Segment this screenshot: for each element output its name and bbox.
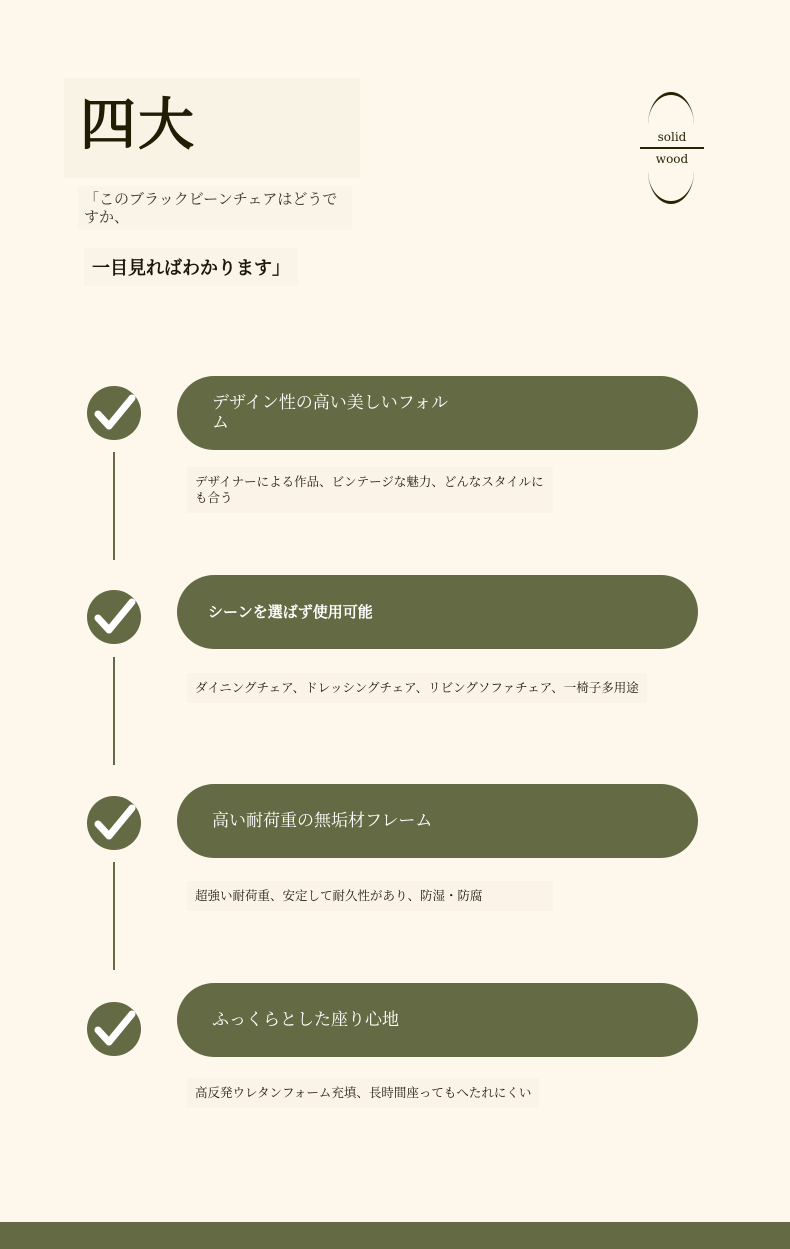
feature-title: デザイン性の高い美しいフォルム <box>212 393 448 433</box>
checkmark-icon <box>87 1002 141 1056</box>
footer-bar <box>0 1222 790 1249</box>
subtitle-answer: 一目見ればわかります」 <box>84 248 298 286</box>
feature-pill-comfort <box>177 983 698 1057</box>
feature-description: ダイニングチェア、ドレッシングチェア、リビングソファチェア、一椅子多用途 <box>187 673 647 703</box>
badge-text-solid: solid <box>657 130 687 144</box>
checkmark-icon <box>87 590 141 644</box>
page-title: 四大 <box>80 93 196 158</box>
timeline-connector <box>113 452 115 560</box>
feature-description: 超強い耐荷重、安定して耐久性があり、防湿・防腐 <box>187 881 553 911</box>
feature-description: デザイナーによる作品、ビンテージな魅力、どんなスタイルにも合う <box>187 467 553 513</box>
feature-title: ふっくらとした座り心地 <box>212 1010 399 1030</box>
timeline-connector <box>113 862 115 970</box>
feature-title: 高い耐荷重の無垢材フレーム <box>212 811 433 831</box>
subtitle-question: 「このブラックビーンチェアはどうですか、 <box>78 186 352 230</box>
solid-wood-badge <box>636 90 708 208</box>
badge-divider <box>640 147 704 149</box>
feature-title: シーンを選ばず使用可能 <box>208 603 373 621</box>
feature-description: 高反発ウレタンフォーム充填、長時間座ってもへたれにくい <box>187 1078 539 1108</box>
badge-arc-bottom <box>648 171 694 204</box>
feature-pill-design <box>177 376 698 450</box>
feature-pill-frame <box>177 784 698 858</box>
badge-arc-top <box>648 92 694 125</box>
checkmark-icon <box>87 796 141 850</box>
badge-text-wood: wood <box>655 152 689 166</box>
feature-pill-versatile <box>177 575 698 649</box>
checkmark-icon <box>87 386 141 440</box>
timeline-connector <box>113 657 115 765</box>
